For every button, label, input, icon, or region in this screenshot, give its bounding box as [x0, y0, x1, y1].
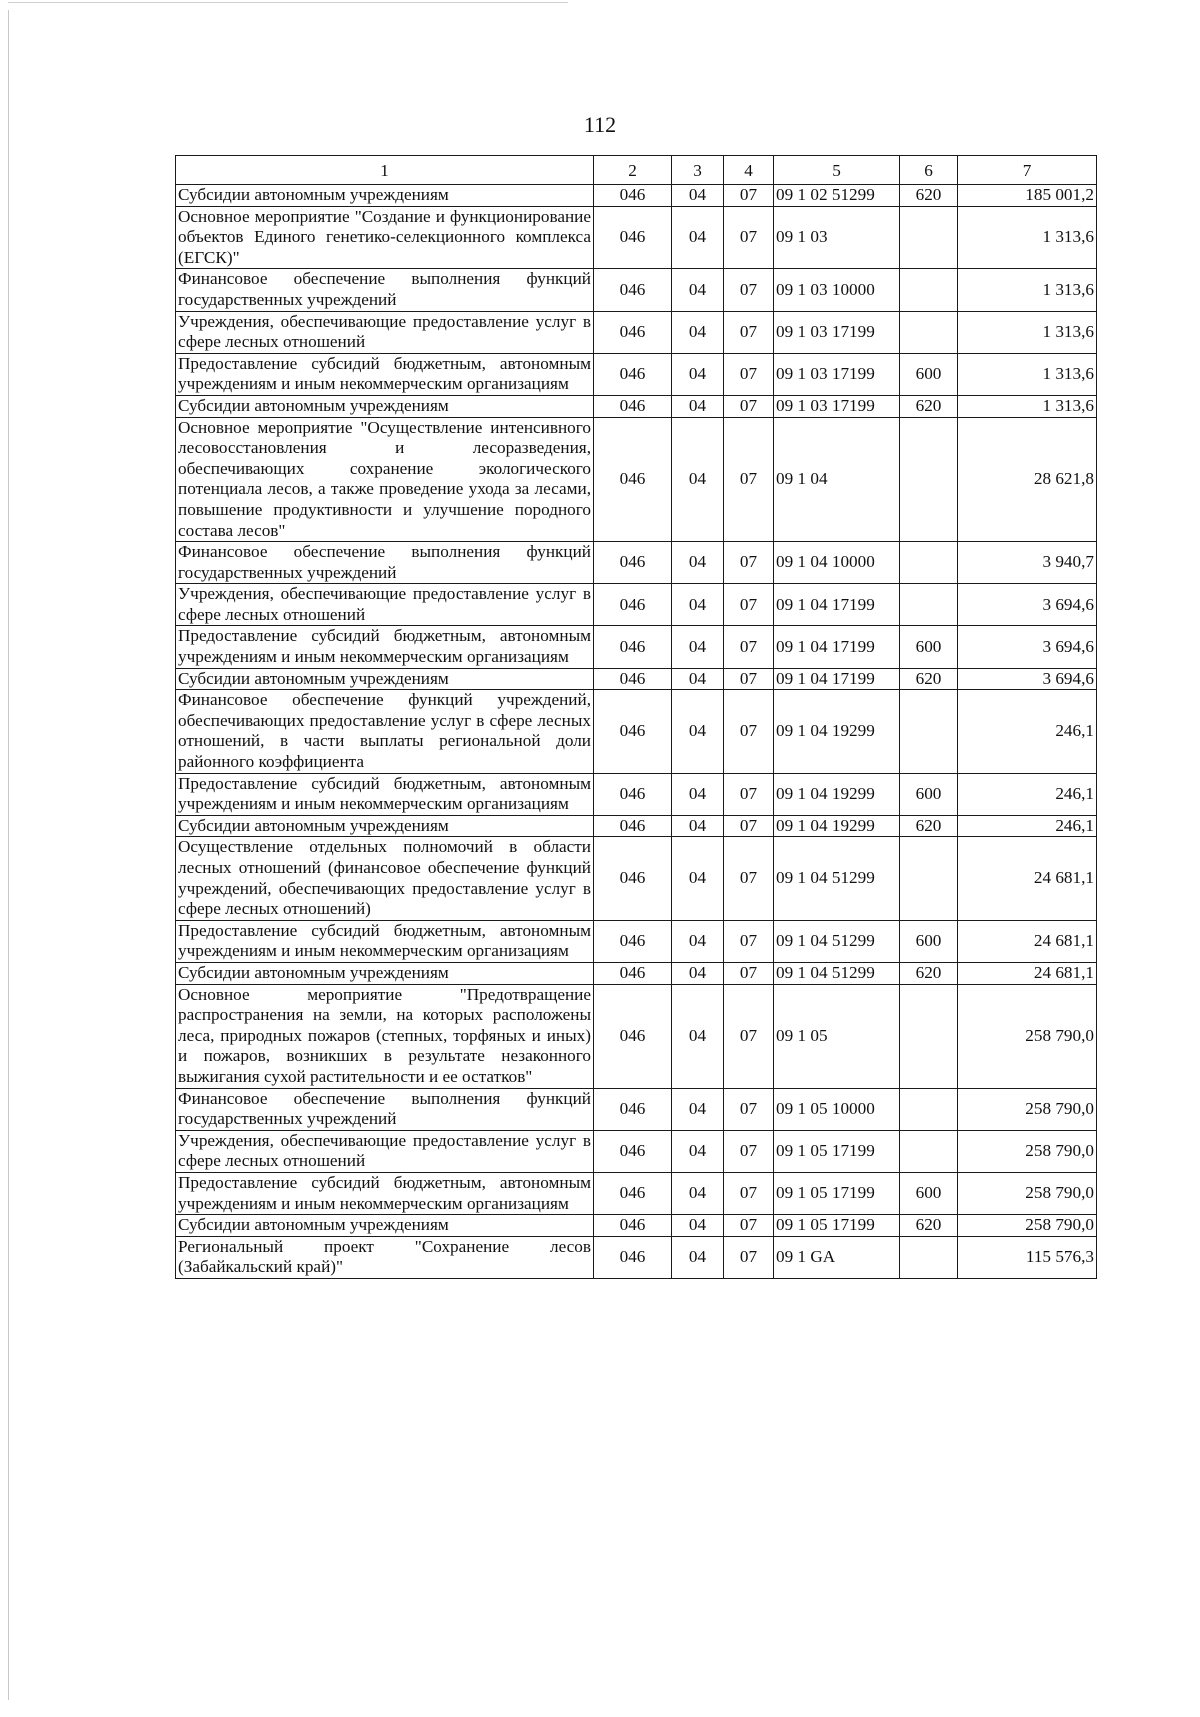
- row-amount-cell: 185 001,2: [958, 185, 1097, 207]
- row-subsection-cell: 07: [724, 815, 774, 837]
- row-section-cell: 04: [672, 984, 724, 1088]
- row-subsection-cell: 07: [724, 1215, 774, 1237]
- table-row: [176, 984, 1097, 1088]
- row-code-cell: 046: [594, 837, 672, 920]
- row-section-cell: 04: [672, 584, 724, 626]
- row-expense-type-cell: 600: [900, 626, 958, 668]
- row-section-cell: 04: [672, 1130, 724, 1172]
- row-expense-type-cell: [900, 269, 958, 311]
- row-target-cell: 09 1 04 19299: [774, 773, 900, 815]
- row-name-cell: Предоставление субсидий бюджетным, автономным учреждениям и иным некоммерческим организациям: [176, 1172, 594, 1214]
- row-expense-type-cell: [900, 690, 958, 773]
- row-amount-cell: 24 681,1: [958, 837, 1097, 920]
- row-code-cell: 046: [594, 395, 672, 417]
- row-amount-cell: 1 313,6: [958, 206, 1097, 269]
- row-amount-cell: 258 790,0: [958, 1088, 1097, 1130]
- row-amount-cell: 258 790,0: [958, 1215, 1097, 1237]
- row-section-cell: 04: [672, 269, 724, 311]
- row-amount-cell: 3 940,7: [958, 542, 1097, 584]
- row-target-cell: 09 1 04 17199: [774, 668, 900, 690]
- row-section-cell: 04: [672, 773, 724, 815]
- row-code-cell: 046: [594, 353, 672, 395]
- row-code-cell: 046: [594, 626, 672, 668]
- row-name-cell: Основное мероприятие "Предотвращение распространения на земли, на которых расположены леса, природных пожаров (степных, торфяных и иных) и пожаров, возникших в результате незаконного выжигания сухой растительности и ее остатков": [176, 984, 594, 1088]
- row-amount-cell: 1 313,6: [958, 353, 1097, 395]
- row-expense-type-cell: [900, 542, 958, 584]
- row-target-cell: 09 1 05: [774, 984, 900, 1088]
- row-target-cell: 09 1 04 17199: [774, 626, 900, 668]
- row-target-cell: 09 1 02 51299: [774, 185, 900, 207]
- row-expense-type-cell: [900, 584, 958, 626]
- row-target-cell: 09 1 04 19299: [774, 815, 900, 837]
- row-section-cell: 04: [672, 185, 724, 207]
- row-code-cell: 046: [594, 668, 672, 690]
- table-row: [176, 206, 1097, 269]
- table-row: [176, 1236, 1097, 1278]
- table-row: [176, 962, 1097, 984]
- row-subsection-cell: 07: [724, 206, 774, 269]
- row-name-cell: Предоставление субсидий бюджетным, автономным учреждениям и иным некоммерческим организациям: [176, 353, 594, 395]
- row-expense-type-cell: [900, 984, 958, 1088]
- row-expense-type-cell: 620: [900, 668, 958, 690]
- scan-edge-left: [8, 10, 9, 1700]
- table-row: [176, 584, 1097, 626]
- row-subsection-cell: 07: [724, 626, 774, 668]
- row-subsection-cell: 07: [724, 837, 774, 920]
- row-code-cell: 046: [594, 690, 672, 773]
- row-name-cell: Основное мероприятие "Осуществление интенсивного лесовосстановления и лесоразведения, обеспечивающих сохранение экологического потенциала лесов, а также проведение ухода за лесами, повышение продуктивности и улучшение породного состава лесов": [176, 417, 594, 542]
- row-amount-cell: 1 313,6: [958, 395, 1097, 417]
- row-expense-type-cell: 620: [900, 1215, 958, 1237]
- row-name-cell: Учреждения, обеспечивающие предоставление услуг в сфере лесных отношений: [176, 1130, 594, 1172]
- row-section-cell: 04: [672, 542, 724, 584]
- row-amount-cell: 115 576,3: [958, 1236, 1097, 1278]
- row-section-cell: 04: [672, 206, 724, 269]
- row-section-cell: 04: [672, 395, 724, 417]
- row-name-cell: Финансовое обеспечение выполнения функций государственных учреждений: [176, 1088, 594, 1130]
- row-amount-cell: 1 313,6: [958, 269, 1097, 311]
- row-code-cell: 046: [594, 542, 672, 584]
- row-subsection-cell: 07: [724, 920, 774, 962]
- table-row: [176, 395, 1097, 417]
- table-row: [176, 773, 1097, 815]
- row-section-cell: 04: [672, 353, 724, 395]
- row-expense-type-cell: 620: [900, 962, 958, 984]
- row-code-cell: 046: [594, 1130, 672, 1172]
- column-header: 6: [900, 156, 958, 185]
- row-section-cell: 04: [672, 1088, 724, 1130]
- row-subsection-cell: 07: [724, 395, 774, 417]
- column-header: 2: [594, 156, 672, 185]
- row-target-cell: 09 1 04 51299: [774, 837, 900, 920]
- row-name-cell: Региональный проект "Сохранение лесов (Забайкальский край)": [176, 1236, 594, 1278]
- row-target-cell: 09 1 05 10000: [774, 1088, 900, 1130]
- row-subsection-cell: 07: [724, 1236, 774, 1278]
- row-name-cell: Предоставление субсидий бюджетным, автономным учреждениям и иным некоммерческим организациям: [176, 920, 594, 962]
- row-target-cell: 09 1 03: [774, 206, 900, 269]
- row-amount-cell: 24 681,1: [958, 920, 1097, 962]
- row-amount-cell: 28 621,8: [958, 417, 1097, 542]
- row-subsection-cell: 07: [724, 185, 774, 207]
- row-name-cell: Финансовое обеспечение функций учреждений, обеспечивающих предоставление услуг в сфере лесных отношений, в части выплаты региональной доли районного коэффициента: [176, 690, 594, 773]
- table-row: [176, 1215, 1097, 1237]
- row-amount-cell: 246,1: [958, 773, 1097, 815]
- row-section-cell: 04: [672, 690, 724, 773]
- row-code-cell: 046: [594, 1236, 672, 1278]
- row-name-cell: Субсидии автономным учреждениям: [176, 668, 594, 690]
- row-target-cell: 09 1 05 17199: [774, 1215, 900, 1237]
- row-section-cell: 04: [672, 962, 724, 984]
- row-name-cell: Осуществление отдельных полномочий в области лесных отношений (финансовое обеспечение функций учреждений, обеспечивающих предоставление услуг в сфере лесных отношений): [176, 837, 594, 920]
- row-section-cell: 04: [672, 920, 724, 962]
- page-number: 112: [583, 112, 617, 137]
- row-target-cell: 09 1 05 17199: [774, 1130, 900, 1172]
- table-row: [176, 417, 1097, 542]
- row-section-cell: 04: [672, 626, 724, 668]
- row-target-cell: 09 1 04 51299: [774, 962, 900, 984]
- header-row: [176, 156, 1097, 185]
- row-name-cell: Субсидии автономным учреждениям: [176, 1215, 594, 1237]
- row-name-cell: Субсидии автономным учреждениям: [176, 185, 594, 207]
- row-section-cell: 04: [672, 668, 724, 690]
- row-name-cell: Учреждения, обеспечивающие предоставление услуг в сфере лесных отношений: [176, 311, 594, 353]
- table-row: [176, 815, 1097, 837]
- row-subsection-cell: 07: [724, 962, 774, 984]
- row-expense-type-cell: 620: [900, 815, 958, 837]
- row-name-cell: Предоставление субсидий бюджетным, автономным учреждениям и иным некоммерческим организациям: [176, 773, 594, 815]
- row-subsection-cell: 07: [724, 1172, 774, 1214]
- table-row: [176, 269, 1097, 311]
- row-section-cell: 04: [672, 417, 724, 542]
- column-header: 5: [774, 156, 900, 185]
- row-code-cell: 046: [594, 1088, 672, 1130]
- row-expense-type-cell: [900, 417, 958, 542]
- row-subsection-cell: 07: [724, 773, 774, 815]
- row-target-cell: 09 1 03 17199: [774, 395, 900, 417]
- row-amount-cell: 258 790,0: [958, 1172, 1097, 1214]
- row-subsection-cell: 07: [724, 269, 774, 311]
- row-name-cell: Предоставление субсидий бюджетным, автономным учреждениям и иным некоммерческим организациям: [176, 626, 594, 668]
- row-section-cell: 04: [672, 1236, 724, 1278]
- row-amount-cell: 246,1: [958, 690, 1097, 773]
- row-section-cell: 04: [672, 311, 724, 353]
- row-subsection-cell: 07: [724, 584, 774, 626]
- table-row: [176, 837, 1097, 920]
- row-code-cell: 046: [594, 773, 672, 815]
- row-subsection-cell: 07: [724, 984, 774, 1088]
- row-code-cell: 046: [594, 1172, 672, 1214]
- row-name-cell: Учреждения, обеспечивающие предоставление услуг в сфере лесных отношений: [176, 584, 594, 626]
- row-expense-type-cell: [900, 837, 958, 920]
- table-row: [176, 542, 1097, 584]
- row-amount-cell: 1 313,6: [958, 311, 1097, 353]
- row-code-cell: 046: [594, 584, 672, 626]
- column-header: 4: [724, 156, 774, 185]
- row-target-cell: 09 1 03 10000: [774, 269, 900, 311]
- row-target-cell: 09 1 04: [774, 417, 900, 542]
- row-name-cell: Финансовое обеспечение выполнения функций государственных учреждений: [176, 269, 594, 311]
- row-target-cell: 09 1 04 17199: [774, 584, 900, 626]
- row-subsection-cell: 07: [724, 311, 774, 353]
- row-name-cell: Субсидии автономным учреждениям: [176, 815, 594, 837]
- table-row: [176, 626, 1097, 668]
- row-amount-cell: 258 790,0: [958, 1130, 1097, 1172]
- row-code-cell: 046: [594, 1215, 672, 1237]
- row-amount-cell: 258 790,0: [958, 984, 1097, 1088]
- row-amount-cell: 3 694,6: [958, 668, 1097, 690]
- row-subsection-cell: 07: [724, 542, 774, 584]
- row-amount-cell: 3 694,6: [958, 626, 1097, 668]
- table-row: [176, 311, 1097, 353]
- table-row: [176, 1088, 1097, 1130]
- table-row: [176, 690, 1097, 773]
- row-code-cell: 046: [594, 206, 672, 269]
- table-row: [176, 668, 1097, 690]
- row-expense-type-cell: [900, 1088, 958, 1130]
- row-expense-type-cell: 600: [900, 920, 958, 962]
- row-amount-cell: 246,1: [958, 815, 1097, 837]
- row-target-cell: 09 1 03 17199: [774, 311, 900, 353]
- row-expense-type-cell: 600: [900, 773, 958, 815]
- row-name-cell: Финансовое обеспечение выполнения функций государственных учреждений: [176, 542, 594, 584]
- row-subsection-cell: 07: [724, 690, 774, 773]
- row-target-cell: 09 1 04 10000: [774, 542, 900, 584]
- row-expense-type-cell: 620: [900, 395, 958, 417]
- table-row: [176, 185, 1097, 207]
- row-subsection-cell: 07: [724, 1088, 774, 1130]
- row-code-cell: 046: [594, 417, 672, 542]
- row-section-cell: 04: [672, 1215, 724, 1237]
- column-header: 1: [176, 156, 594, 185]
- column-header: 7: [958, 156, 1097, 185]
- row-expense-type-cell: [900, 311, 958, 353]
- row-subsection-cell: 07: [724, 417, 774, 542]
- row-target-cell: 09 1 05 17199: [774, 1172, 900, 1214]
- row-code-cell: 046: [594, 984, 672, 1088]
- table-row: [176, 920, 1097, 962]
- scan-edge-top: [8, 2, 568, 3]
- row-subsection-cell: 07: [724, 668, 774, 690]
- row-expense-type-cell: 600: [900, 1172, 958, 1214]
- row-expense-type-cell: 620: [900, 185, 958, 207]
- row-amount-cell: 3 694,6: [958, 584, 1097, 626]
- row-code-cell: 046: [594, 311, 672, 353]
- table-row: [176, 1130, 1097, 1172]
- row-name-cell: Субсидии автономным учреждениям: [176, 395, 594, 417]
- row-expense-type-cell: 600: [900, 353, 958, 395]
- row-expense-type-cell: [900, 206, 958, 269]
- row-expense-type-cell: [900, 1236, 958, 1278]
- table-row: [176, 1172, 1097, 1214]
- row-code-cell: 046: [594, 269, 672, 311]
- row-expense-type-cell: [900, 1130, 958, 1172]
- row-code-cell: 046: [594, 815, 672, 837]
- row-subsection-cell: 07: [724, 353, 774, 395]
- row-target-cell: 09 1 GA: [774, 1236, 900, 1278]
- row-name-cell: Основное мероприятие "Создание и функционирование объектов Единого генетико-селекционного комплекса (ЕГСК)": [176, 206, 594, 269]
- row-target-cell: 09 1 04 19299: [774, 690, 900, 773]
- row-section-cell: 04: [672, 837, 724, 920]
- row-section-cell: 04: [672, 815, 724, 837]
- row-code-cell: 046: [594, 962, 672, 984]
- row-target-cell: 09 1 03 17199: [774, 353, 900, 395]
- row-target-cell: 09 1 04 51299: [774, 920, 900, 962]
- row-section-cell: 04: [672, 1172, 724, 1214]
- row-amount-cell: 24 681,1: [958, 962, 1097, 984]
- budget-table: [175, 155, 1097, 1279]
- table-row: [176, 353, 1097, 395]
- row-code-cell: 046: [594, 920, 672, 962]
- row-name-cell: Субсидии автономным учреждениям: [176, 962, 594, 984]
- row-code-cell: 046: [594, 185, 672, 207]
- column-header: 3: [672, 156, 724, 185]
- row-subsection-cell: 07: [724, 1130, 774, 1172]
